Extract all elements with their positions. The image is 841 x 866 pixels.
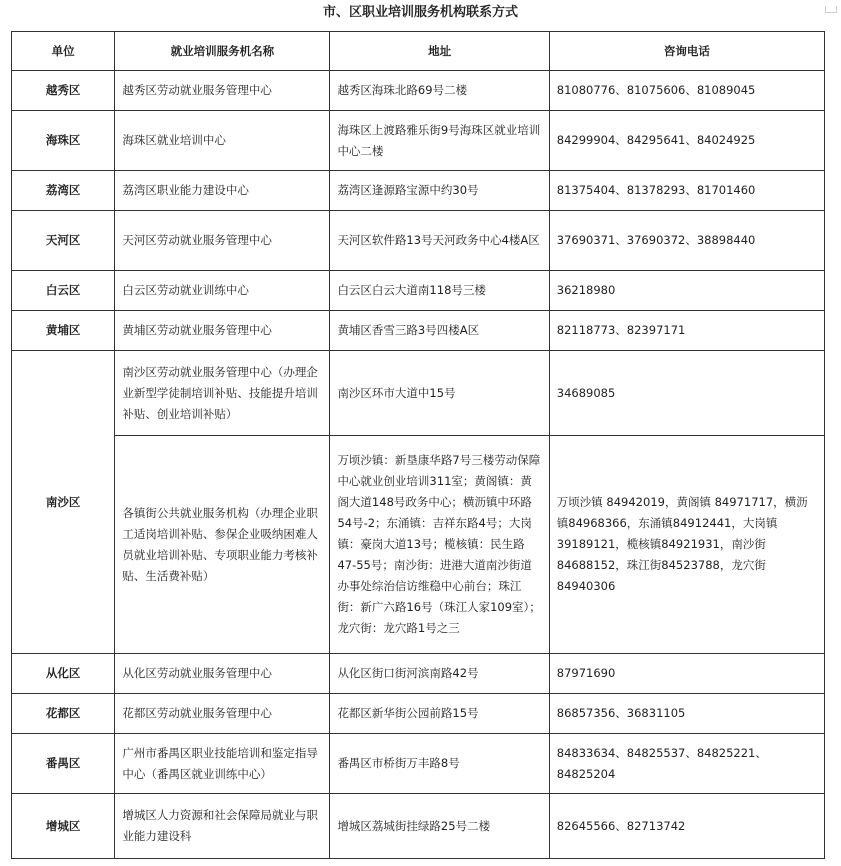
phone-cell: 37690371、37690372、38898440 xyxy=(549,211,824,271)
table-row xyxy=(12,734,825,794)
table-row xyxy=(12,694,825,734)
table-row xyxy=(12,436,825,654)
address-cell: 荔湾区逢源路宝源中约30号 xyxy=(330,171,549,211)
phone-cell: 84833634、84825537、84825221、84825204 xyxy=(549,734,824,794)
phone-cell: 36218980 xyxy=(549,271,824,311)
phone-cell: 82645566、82713742 xyxy=(549,794,824,859)
address-cell: 番禺区市桥街万丰路8号 xyxy=(330,734,549,794)
name-cell: 荔湾区职业能力建设中心 xyxy=(115,171,330,211)
name-cell: 黄埔区劳动就业服务管理中心 xyxy=(115,311,330,351)
name-cell: 各镇街公共就业服务机构（办理企业职工适岗培训补贴、参保企业吸纳困难人员就业培训补贴、专项职业能力考核补贴、生活费补贴） xyxy=(115,436,330,654)
corner-mark xyxy=(825,6,837,13)
phone-cell: 81375404、81378293、81701460 xyxy=(549,171,824,211)
phone-cell: 82118773、82397171 xyxy=(549,311,824,351)
name-cell: 海珠区就业培训中心 xyxy=(115,111,330,171)
phone-cell: 84299904、84295641、84024925 xyxy=(549,111,824,171)
unit-cell: 荔湾区 xyxy=(12,171,115,211)
unit-cell: 白云区 xyxy=(12,271,115,311)
address-cell: 从化区街口街河滨南路42号 xyxy=(330,654,549,694)
table-row xyxy=(12,171,825,211)
name-cell: 广州市番禺区职业技能培训和鉴定指导中心（番禺区就业训练中心） xyxy=(115,734,330,794)
header-address: 地址 xyxy=(330,32,549,71)
table-row xyxy=(12,794,825,859)
header-phone: 咨询电话 xyxy=(549,32,824,71)
header-name: 就业培训服务机名称 xyxy=(115,32,330,71)
page-title: 市、区职业培训服务机构联系方式 xyxy=(322,5,518,20)
name-cell: 越秀区劳动就业服务管理中心 xyxy=(115,71,330,111)
table-row xyxy=(12,111,825,171)
unit-cell: 增城区 xyxy=(12,794,115,859)
phone-cell: 86857356、36831105 xyxy=(549,694,824,734)
address-cell: 花都区新华街公园前路15号 xyxy=(330,694,549,734)
name-cell: 从化区劳动就业服务管理中心 xyxy=(115,654,330,694)
unit-cell: 番禺区 xyxy=(12,734,115,794)
name-cell: 南沙区劳动就业服务管理中心（办理企业新型学徒制培训补贴、技能提升培训补贴、创业培训补贴） xyxy=(115,351,330,436)
contact-table xyxy=(11,31,825,859)
table-row xyxy=(12,71,825,111)
table-row xyxy=(12,311,825,351)
unit-cell: 海珠区 xyxy=(12,111,115,171)
header-row xyxy=(12,32,825,71)
name-cell: 增城区人力资源和社会保障局就业与职业能力建设科 xyxy=(115,794,330,859)
table-row xyxy=(12,351,825,436)
table-row xyxy=(12,271,825,311)
unit-cell: 花都区 xyxy=(12,694,115,734)
table-row xyxy=(12,211,825,271)
address-cell: 白云区白云大道南118号三楼 xyxy=(330,271,549,311)
name-cell: 花都区劳动就业服务管理中心 xyxy=(115,694,330,734)
phone-cell: 34689085 xyxy=(549,351,824,436)
address-cell: 海珠区上渡路雅乐街9号海珠区就业培训中心二楼 xyxy=(330,111,549,171)
address-cell: 增城区荔城街挂绿路25号二楼 xyxy=(330,794,549,859)
name-cell: 天河区劳动就业服务管理中心 xyxy=(115,211,330,271)
address-cell: 天河区软件路13号天河政务中心4楼A区 xyxy=(330,211,549,271)
unit-cell: 黄埔区 xyxy=(12,311,115,351)
unit-cell: 越秀区 xyxy=(12,71,115,111)
table-row xyxy=(12,654,825,694)
name-cell: 白云区劳动就业训练中心 xyxy=(115,271,330,311)
address-cell: 黄埔区香雪三路3号四楼A区 xyxy=(330,311,549,351)
unit-cell: 南沙区 xyxy=(12,351,115,654)
phone-cell: 87971690 xyxy=(549,654,824,694)
unit-cell: 从化区 xyxy=(12,654,115,694)
header-unit: 单位 xyxy=(12,32,115,71)
address-cell: 越秀区海珠北路69号二楼 xyxy=(330,71,549,111)
phone-cell: 81080776、81075606、81089045 xyxy=(549,71,824,111)
unit-cell: 天河区 xyxy=(12,211,115,271)
address-cell: 南沙区环市大道中15号 xyxy=(330,351,549,436)
address-cell: 万顷沙镇：新垦康华路7号三楼劳动保障中心就业创业培训311室；黄阁镇：黄阁大道148号政务中心；横沥镇中环路54号-2；东涌镇：吉祥东路4号；大岗镇：豪岗大道13号；榄核镇：民生路47-55号；南沙街：进港大道南沙街道办事处综治信访维稳中心前台；珠江街：新广六路16号（珠江人家109室）；龙穴街：龙穴路1号之三 xyxy=(330,436,549,654)
phone-cell: 万顷沙镇 84942019，黄阁镇 84971717，横沥镇84968366，东涌镇84912441，大岗镇39189121，榄核镇84921931，南沙街84688152，珠江街84523788，龙穴街84940306 xyxy=(549,436,824,654)
